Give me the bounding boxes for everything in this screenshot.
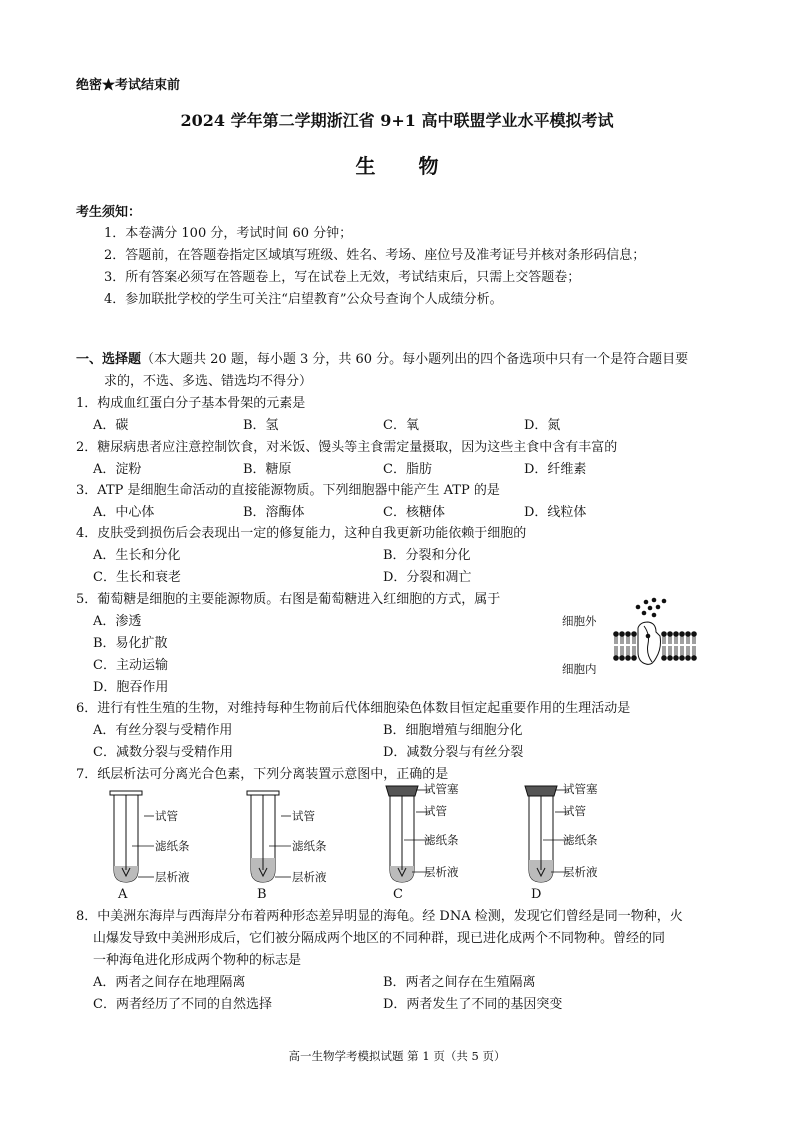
q7-a-liquid-label: 层析液 xyxy=(155,870,190,884)
q8-stem-line-1: 8．中美洲东海岸与西海岸分布着两种形态差异明显的海龟。经 DNA 检测，发现它们曾经是同一物种，火 xyxy=(76,909,683,924)
q7-b-tube-label: 试管 xyxy=(292,809,315,823)
q4-option-a: A．生长和分化 xyxy=(93,548,181,563)
q6-option-c: C．减数分裂与受精作用 xyxy=(93,745,233,760)
q7-label-b: B xyxy=(257,887,267,902)
section-header xyxy=(76,352,688,368)
q7-a-paper-label: 滤纸条 xyxy=(155,839,190,853)
q7-d-liquid-label: 层析液 xyxy=(563,865,598,879)
notice-item-2: 2．答题前，在答题卷指定区域填写班级、姓名、考场、座位号及准考证号并核对条形码信息； xyxy=(104,248,646,263)
q7-label-a: A xyxy=(118,887,128,902)
q7-leaders-b xyxy=(263,806,293,886)
q4-option-b: B．分裂和分化 xyxy=(383,548,471,563)
q7-c-liquid-label: 层析液 xyxy=(424,865,459,879)
q4-stem: 4．皮肤受到损伤后会表现出一定的修复能力，这种自我更新功能依赖于细胞的 xyxy=(76,526,527,541)
q5-option-b: B．易化扩散 xyxy=(93,636,168,651)
q4-option-c: C．生长和衰老 xyxy=(93,570,181,585)
section-desc-1: （本大题共 20 题，每小题 3 分，共 60 分。每小题列出的四个备选项中只有一个是符合题目要 xyxy=(141,352,689,367)
notice-item-4: 4．参加联批学校的学生可关注“启望教育”公众号查询个人成绩分析。 xyxy=(104,292,503,307)
q6-option-b: B．细胞增殖与细胞分化 xyxy=(383,723,523,738)
q7-b-liquid-label: 层析液 xyxy=(292,870,327,884)
q7-d-tube-label: 试管 xyxy=(563,804,586,818)
q5-stem: 5．葡萄糖是细胞的主要能源物质。右图是葡萄糖进入红细胞的方式，属于 xyxy=(76,592,501,607)
q8-option-b: B．两者之间存在生殖隔离 xyxy=(383,975,536,990)
q7-leaders-a xyxy=(126,806,156,886)
q5-fig-inside-label: 细胞内 xyxy=(562,662,597,676)
exam-title: 2024 学年第二学期浙江省 9+1 高中联盟学业水平模拟考试 xyxy=(180,111,614,130)
q8-option-c: C．两者经历了不同的自然选择 xyxy=(93,997,272,1012)
q7-label-c: C xyxy=(393,887,403,902)
q3-option-b: B．溶酶体 xyxy=(243,505,305,520)
q3-option-d: D．线粒体 xyxy=(524,505,587,520)
q7-stem: 7．纸层析法可分离光合色素，下列分离装置示意图中，正确的是 xyxy=(76,767,449,782)
q2-stem: 2．糖尿病患者应注意控制饮食，对米饭、馒头等主食需定量摄取，因为这些主食中含有丰富的 xyxy=(76,440,618,455)
q7-c-paper-label: 滤纸条 xyxy=(424,833,459,847)
glucose-molecules xyxy=(636,598,667,618)
q3-stem: 3．ATP 是细胞生命活动的直接能源物质。下列细胞器中能产生 ATP 的是 xyxy=(76,483,500,498)
q3-option-a: A．中心体 xyxy=(93,505,155,520)
q5-membrane-figure xyxy=(610,596,706,668)
q8-stem-line-3: 一种海龟进化形成两个物种的标志是 xyxy=(93,953,302,968)
q7-d-paper-label: 滤纸条 xyxy=(563,833,598,847)
q1-option-a: A．碳 xyxy=(93,418,129,433)
q5-option-d: D．胞吞作用 xyxy=(93,680,169,695)
q2-option-d: D．纤维素 xyxy=(524,462,587,477)
q7-d-stopper-label: 试管塞 xyxy=(563,782,598,796)
section-desc-2: 求的，不选、多选、错选均不得分） xyxy=(104,374,313,389)
notice-heading: 考生须知： xyxy=(76,205,142,220)
subject-title: 生 物 xyxy=(355,154,457,178)
q1-option-b: B．氢 xyxy=(243,418,279,433)
q4-option-d: D．分裂和凋亡 xyxy=(383,570,472,585)
q5-option-a: A．渗透 xyxy=(93,614,142,629)
q3-option-c: C．核糖体 xyxy=(383,505,445,520)
page-footer: 高一生物学考模拟试题 第 1 页（共 5 页） xyxy=(288,1049,506,1063)
q8-stem-line-2: 山爆发导致中美洲形成后，它们被分隔成两个地区的不同种群，现已进化成两个不同物种。曾经的同 xyxy=(93,931,666,946)
q5-option-c: C．主动运输 xyxy=(93,658,168,673)
q6-option-a: A．有丝分裂与受精作用 xyxy=(93,723,233,738)
section-label: 一、选择题 xyxy=(76,352,142,367)
confidential-mark: 绝密★考试结束前 xyxy=(76,78,181,93)
q1-stem: 1．构成血红蛋白分子基本骨架的元素是 xyxy=(76,396,306,411)
q7-label-d: D xyxy=(531,887,542,902)
q7-b-paper-label: 滤纸条 xyxy=(292,839,327,853)
q8-option-d: D．两者发生了不同的基因突变 xyxy=(383,997,563,1012)
q2-option-b: B．糖原 xyxy=(243,462,292,477)
q6-stem: 6．进行有性生殖的生物，对维持每种生物前后代体细胞染色体数目恒定起重要作用的生理活动是 xyxy=(76,701,631,716)
q2-option-a: A．淀粉 xyxy=(93,462,142,477)
notice-item-1: 1．本卷满分 100 分，考试时间 60 分钟； xyxy=(104,226,353,241)
q7-c-stopper-label: 试管塞 xyxy=(424,782,459,796)
q1-option-d: D．氮 xyxy=(524,418,561,433)
q7-a-tube-label: 试管 xyxy=(155,809,178,823)
q6-option-d: D．减数分裂与有丝分裂 xyxy=(383,745,524,760)
q2-option-c: C．脂肪 xyxy=(383,462,432,477)
q1-option-c: C．氧 xyxy=(383,418,419,433)
notice-item-3: 3．所有答案必须写在答题卷上，写在试卷上无效，考试结束后，只需上交答题卷； xyxy=(104,270,581,285)
q7-c-tube-label: 试管 xyxy=(424,804,447,818)
q8-option-a: A．两者之间存在地理隔离 xyxy=(93,975,246,990)
q5-fig-outside-label: 细胞外 xyxy=(562,614,597,628)
carrier-protein xyxy=(638,622,661,664)
